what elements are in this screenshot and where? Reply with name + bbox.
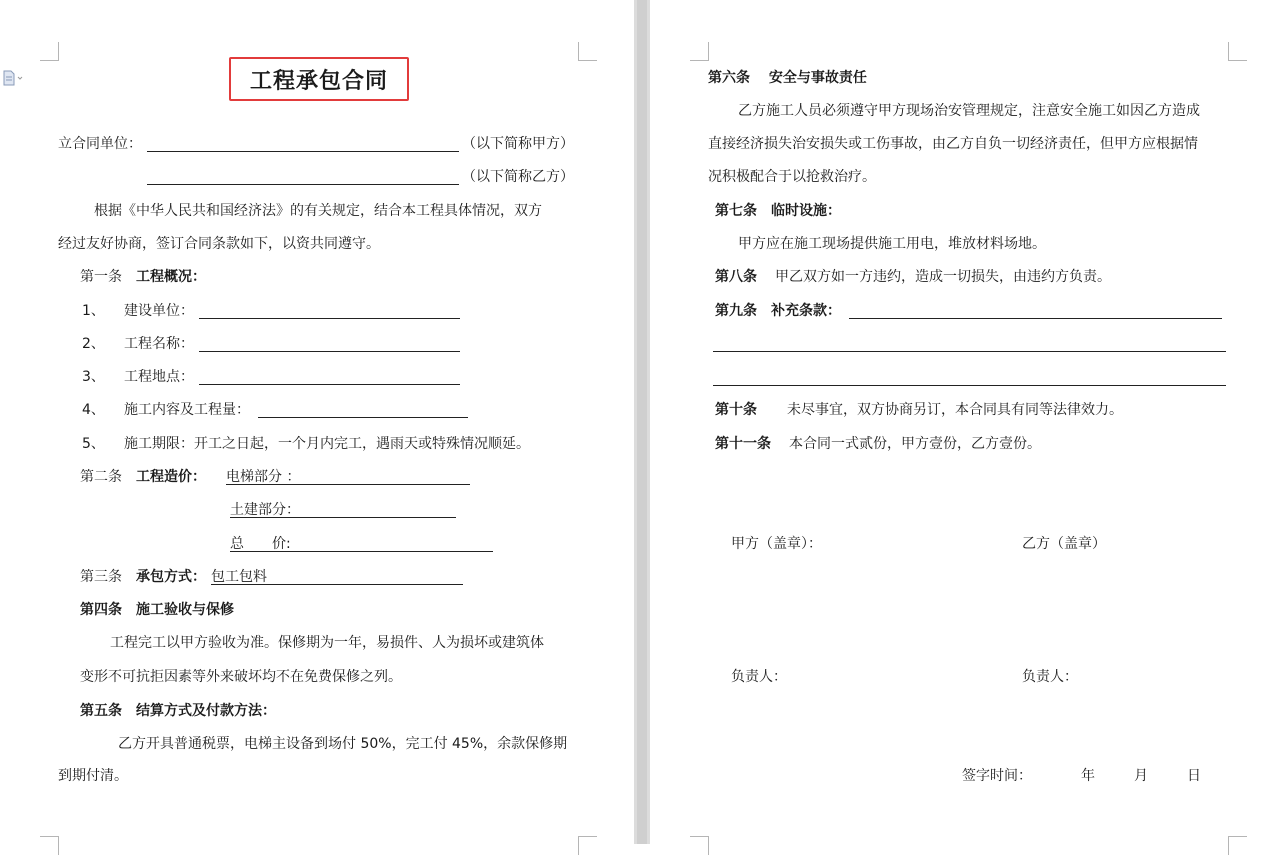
article-10-title: 第十条 [715, 402, 757, 418]
party-a-label: 立合同单位： [58, 136, 142, 152]
article-2-title: 工程造价： [136, 469, 206, 485]
project-name-blank[interactable] [199, 351, 460, 352]
supplement-blank-1[interactable] [849, 318, 1222, 319]
article-1-title: 工程概况： [136, 269, 206, 285]
article-11-title: 第十一条 [715, 436, 771, 452]
intro-line-1: 根据《中华人民共和国经济法》的有关规定，结合本工程具体情况，双方 [94, 203, 542, 219]
article-5-line-1: 乙方开具普通税票，电梯主设备到场付 50%，完工付 45%，余款保修期 [118, 736, 568, 752]
article-6-line-2: 直接经济损失治安损失或工伤事故，由乙方自负一切经济责任，但甲方应根据情 [708, 136, 1198, 152]
article-5-line-2: 到期付清。 [58, 768, 128, 784]
item-label-project-location: 工程地点： [124, 369, 194, 385]
signature-party-b: 乙方（盖章） [1022, 536, 1106, 552]
item-number: 4、 [82, 402, 105, 418]
margin-corner-mark [1228, 836, 1247, 855]
article-6-line-1: 乙方施工人员必须遵守甲方现场治安管理规定，注意安全施工如因乙方造成 [738, 103, 1200, 119]
party-a-suffix: （以下简称甲方） [462, 136, 574, 152]
price-civil-blank[interactable] [230, 517, 456, 518]
document-title: 工程承包合同 [249, 67, 388, 94]
build-unit-blank[interactable] [199, 318, 460, 319]
article-1-number: 第一条 [80, 269, 122, 285]
document-icon[interactable] [2, 70, 24, 86]
margin-corner-mark [690, 836, 709, 855]
article-6-line-3: 况积极配合于以抢救治疗。 [708, 169, 876, 185]
supplement-blank-2[interactable] [713, 351, 1226, 352]
contract-mode-value: 包工包料 [211, 569, 267, 585]
sign-month: 月 [1134, 768, 1148, 784]
article-8-title: 第八条 [715, 269, 757, 285]
sign-year: 年 [1081, 768, 1095, 784]
article-9-title: 第九条 补充条款： [715, 303, 841, 319]
document-title-box[interactable] [229, 57, 409, 101]
sign-day: 日 [1187, 768, 1201, 784]
price-elevator-label: 电梯部分 ： [226, 469, 301, 485]
price-civil-label: 土建部分： [230, 502, 300, 518]
intro-line-2: 经过友好协商，签订合同条款如下，以资共同遵守。 [58, 236, 380, 252]
document-page-right [650, 0, 1284, 844]
margin-corner-mark [690, 42, 709, 61]
margin-corner-mark [578, 836, 597, 855]
margin-corner-mark [578, 42, 597, 61]
article-4-title: 第四条 施工验收与保修 [80, 602, 234, 618]
article-4-line-1: 工程完工以甲方验收为准。保修期为一年，易损件、人为损坏或建筑体 [110, 635, 544, 651]
article-11-body: 本合同一式贰份，甲方壹份，乙方壹份。 [789, 436, 1041, 452]
party-a-blank[interactable] [147, 151, 459, 152]
article-5-title: 第五条 结算方式及付款方法： [80, 703, 276, 719]
project-location-blank[interactable] [199, 384, 460, 385]
item-label-work-content: 施工内容及工程量： [124, 402, 250, 418]
page-gutter-shadow [637, 0, 647, 844]
article-8-body: 甲乙双方如一方违约，造成一切损失，由违约方负责。 [775, 269, 1111, 285]
price-elevator-blank[interactable] [226, 484, 470, 485]
responsible-party-b: 负责人： [1022, 669, 1078, 685]
work-content-blank[interactable] [258, 417, 468, 418]
item-label-build-unit: 建设单位： [124, 303, 194, 319]
signature-party-a: 甲方（盖章）： [731, 536, 822, 552]
item-label-schedule: 施工期限：开工之日起，一个月内完工，遇雨天或特殊情况顺延。 [124, 436, 530, 452]
article-3-number: 第三条 [80, 569, 122, 585]
margin-corner-mark [40, 42, 59, 61]
price-total-label: 总 价: [230, 536, 291, 552]
article-6-title: 第六条 安全与事故责任 [708, 70, 867, 86]
article-4-line-2: 变形不可抗拒因素等外来破坏均不在免费保修之列。 [80, 669, 402, 685]
responsible-party-a: 负责人： [731, 669, 787, 685]
party-b-suffix: （以下简称乙方） [462, 169, 574, 185]
sign-time-label: 签字时间： [962, 768, 1032, 784]
article-10-body: 未尽事宜，双方协商另订，本合同具有同等法律效力。 [787, 402, 1123, 418]
margin-corner-mark [1228, 42, 1247, 61]
article-2-number: 第二条 [80, 469, 122, 485]
article-7-title: 第七条 临时设施： [715, 203, 841, 219]
article-3-title: 承包方式： [136, 569, 206, 585]
item-number: 3、 [82, 369, 105, 385]
item-number: 1、 [82, 303, 105, 319]
article-7-body: 甲方应在施工现场提供施工用电，堆放材料场地。 [738, 236, 1046, 252]
party-b-blank[interactable] [147, 184, 459, 185]
item-label-project-name: 工程名称： [124, 336, 194, 352]
price-total-blank[interactable] [230, 551, 493, 552]
item-number: 2、 [82, 336, 105, 352]
contract-mode-blank[interactable] [211, 584, 463, 585]
item-number: 5、 [82, 436, 105, 452]
margin-corner-mark [40, 836, 59, 855]
supplement-blank-3[interactable] [713, 385, 1226, 386]
